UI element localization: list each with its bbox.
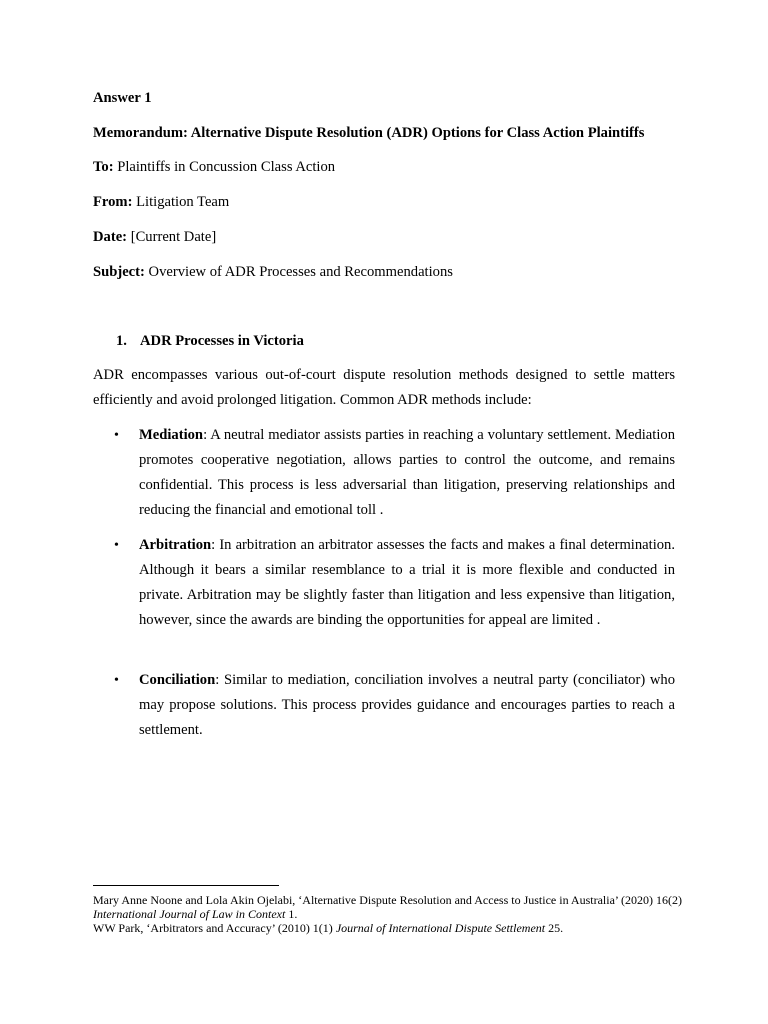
bullet-term: Arbitration (139, 537, 212, 553)
memo-date-line: Date: [Current Date] (93, 229, 217, 245)
section-title: ADR Processes in Victoria (140, 333, 304, 349)
bullet-text: : Similar to mediation, conciliation involves a neutral party (conciliator) who may propose solutions. This process provides guidance and encourages parties to reach a settlement. (139, 672, 675, 738)
bullet-item-mediation (139, 423, 675, 523)
answer-heading: Answer 1 (93, 90, 152, 106)
memo-to-line: To: Plaintiffs in Concussion Class Action (93, 159, 336, 175)
bullet-text: : A neutral mediator assists parties in reaching a voluntary settlement. Mediation promotes cooperative negotiation, allows parties to control the outcome, and remains confidential. This process is less adversarial than litigation, preserving relationships and reducing the financial and emotional toll . (139, 427, 675, 518)
footnote-1: Mary Anne Noone and Lola Akin Ojelabi, ‘Alternative Dispute Resolution and Access to Justice in Australia’ (2020) 16(2) International Journal of Law in Context 1. (93, 893, 682, 921)
bullet-item-conciliation (139, 668, 675, 743)
bullet-dot-icon: • (114, 428, 119, 443)
section-intro-paragraph: ADR encompasses various out-of-court dispute resolution methods designed to settle matters efficiently and avoid prolonged litigation. Common ADR methods include: (93, 367, 675, 408)
bullet-term: Mediation (139, 427, 204, 443)
bullet-term: Conciliation (139, 672, 216, 688)
footnote-separator (93, 885, 279, 886)
bullet-item-arbitration (139, 533, 675, 633)
footnote-2: WW Park, ‘Arbitrators and Accuracy’ (2010) 1(1) Journal of International Dispute Settlement 25. (93, 921, 564, 935)
bullet-text: : In arbitration an arbitrator assesses the facts and makes a final determination. Although it bears a similar resemblance to a trial it is more flexible and conducted in private. Arbitration may be slightly faster than litigation and less expensive than litigation, however, since the awards are binding the opportunities for appeal are limited . (139, 537, 675, 628)
memo-title: Memorandum: Alternative Dispute Resolution (ADR) Options for Class Action Plaintiffs (93, 125, 645, 141)
memo-subject-line: Subject: Overview of ADR Processes and Recommendations (93, 264, 453, 280)
memo-from-line: From: Litigation Team (93, 194, 230, 210)
bullet-dot-icon: • (114, 538, 119, 553)
section-number: 1. (116, 333, 127, 349)
bullet-dot-icon: • (114, 673, 119, 688)
